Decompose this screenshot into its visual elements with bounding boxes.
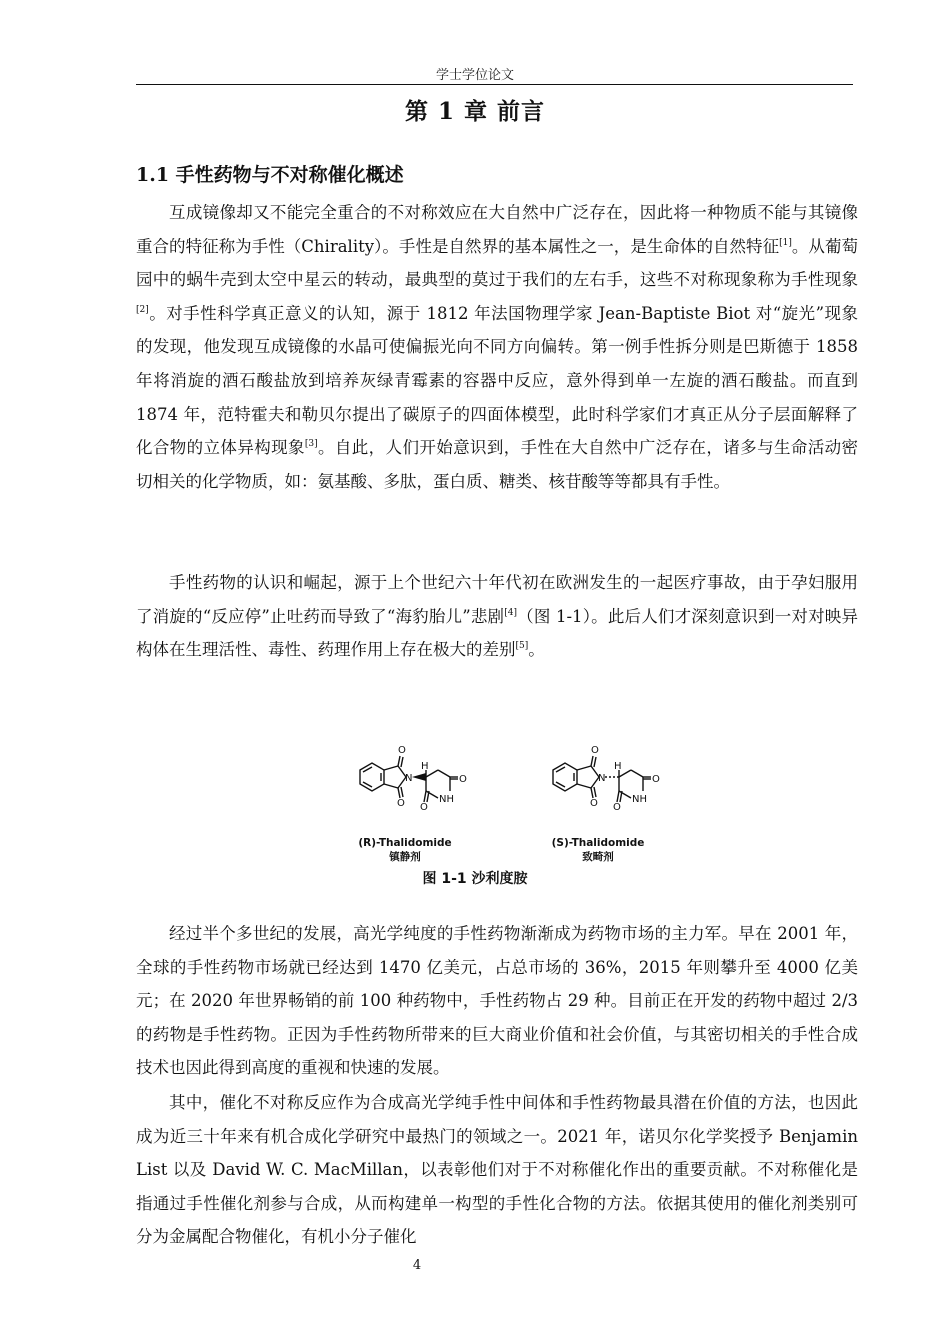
- r-thalidomide-cn: 镇静剂: [389, 851, 421, 863]
- citation-3: [3]: [304, 439, 318, 450]
- s-atom-o-bottom: O: [590, 798, 598, 809]
- section-title: 1.1 手性药物与不对称催化概述: [136, 164, 404, 186]
- citation-4: [4]: [504, 607, 517, 618]
- s-thalidomide-cn: 致畸剂: [582, 851, 614, 863]
- s-thalidomide-name: (S)-Thalidomide: [551, 837, 645, 849]
- s-atom-o-lactam: O: [613, 802, 621, 813]
- s-atom-h: H: [614, 761, 622, 772]
- r-atom-n: N: [405, 773, 413, 784]
- s-thalidomide-label: [528, 836, 668, 864]
- running-header: 学士学位论文: [435, 68, 514, 83]
- thalidomide-structures: [340, 740, 670, 840]
- figure-caption: 图 1-1 沙利度胺: [422, 871, 528, 887]
- citation-1: [1]: [779, 237, 792, 248]
- paragraph-4: 其中，催化不对称反应作为合成高光学纯手性中间体和手性药物最具潜在价值的方法，也因此成为近三十年来有机合成化学研究中最热门的领域之一。2021 年，诺贝尔化学奖授予 Benjamin List 以及 David W. C. MacMillan，以表彰他们对于不对称催化作出的重要贡献。不对称催化是指通过手性催化剂参与合成，从而构建单一构型的手性化合物的方法。依据其使用的催化剂类别可分为金属配合物催化，有机小分子催化: [136, 1093, 858, 1247]
- s-atom-o-top: O: [591, 745, 599, 756]
- s-atom-nh: NH: [632, 794, 647, 805]
- s-atom-o-right: O: [652, 774, 660, 785]
- r-atom-o-bottom: O: [397, 798, 405, 809]
- r-thalidomide-label: [335, 836, 475, 864]
- page-number: 4: [412, 1258, 422, 1273]
- r-atom-nh: NH: [439, 794, 454, 805]
- r-thalidomide-name: (R)-Thalidomide: [358, 837, 452, 849]
- paragraph-3: 经过半个多世纪的发展，高光学纯度的手性药物渐渐成为药物市场的主力军。早在 2001 年，全球的手性药物市场就已经达到 1470 亿美元，占总市场的 36%，2015 年则攀升至 4000 亿美元；在 2020 年世界畅销的前 100 种药物中，手性药物占 29 种。目前正在开发的药物中超过 2/3 的药物是手性药物。正因为手性药物所带来的巨大商业价值和社会价值，与其密切相关的手性合成技术也因此得到高度的重视和快速的发展。: [136, 924, 858, 1078]
- r-atom-o-top: O: [398, 745, 406, 756]
- citation-2: [2]: [136, 304, 149, 315]
- header-rule: [136, 84, 853, 85]
- chapter-title: 第 1 章 前言: [404, 98, 546, 125]
- s-atom-n: N: [598, 773, 606, 784]
- paragraph-1: 互成镜像却又不能完全重合的不对称效应在大自然中广泛存在，因此将一种物质不能与其镜像重合的特征称为手性（Chirality）。手性是自然界的基本属性之一，是生命体的自然特征[1]。从葡萄园中的蜗牛壳到太空中星云的转动，最典型的莫过于我们的左右手，这些不对称现象称为手性现象[2]。对手性科学真正意义的认知，源于 1812 年法国物理学家 Jean-Baptiste Biot 对“旋光”现象的发现，他发现互成镜像的水晶可使偏振光向不同方向偏转。第一例手性拆分则是巴斯德于 1858 年将消旋的酒石酸盐放到培养灰绿青霉素的容器中反应，意外得到单一左旋的酒石酸盐。而直到 1874 年，范特霍夫和勒贝尔提出了碳原子的四面体模型，此时科学家们才真正从分子层面解释了化合物的立体异构现象[3]。自此，人们开始意识到，手性在大自然中广泛存在，诸多与生命活动密切相关的化学物质，如：氨基酸、多肽，蛋白质、糖类、核苷酸等等都具有手性。: [136, 203, 859, 491]
- citation-5: [5]: [515, 641, 529, 652]
- thalidomide-figure: [340, 740, 670, 870]
- paragraph-2: 手性药物的认识和崛起，源于上个世纪六十年代初在欧洲发生的一起医疗事故，由于孕妇服用了消旋的“反应停”止吐药而导致了“海豹胎儿”悲剧[4]（图 1-1）。此后人们才深刻意识到一对对映异构体在生理活性、毒性、药理作用上存在极大的差别[5]。: [136, 573, 858, 660]
- r-atom-o-lactam: O: [420, 802, 428, 813]
- r-atom-h: H: [421, 761, 429, 772]
- r-atom-o-right: O: [459, 774, 467, 785]
